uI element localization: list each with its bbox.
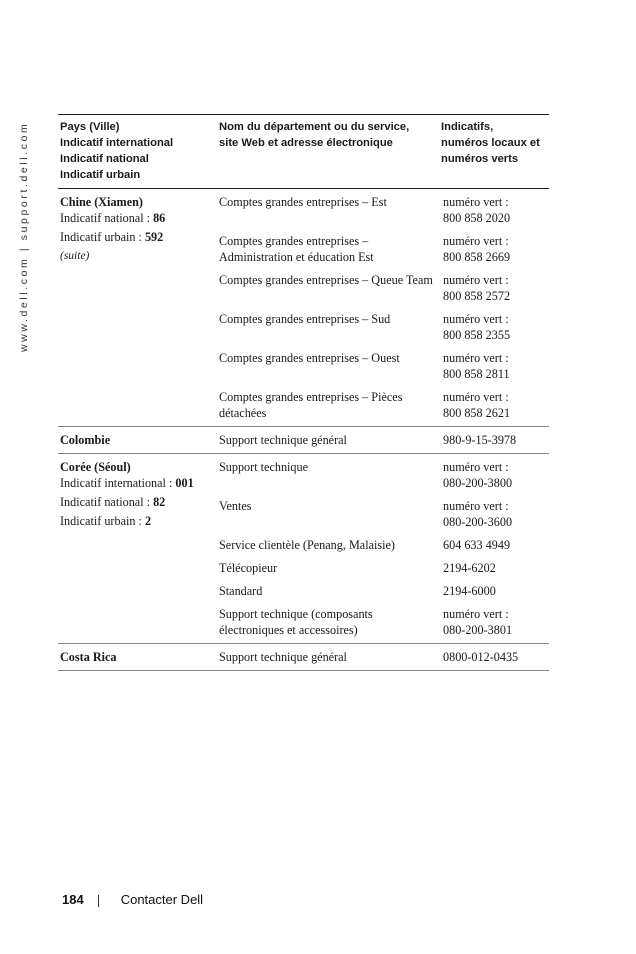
page-number: 184 — [62, 892, 84, 907]
phone-number: 2194-6202 — [443, 561, 496, 575]
table-header — [58, 115, 549, 189]
service-name: Télécopieur — [219, 561, 278, 575]
phone-number: 0800-012-0435 — [443, 650, 519, 664]
table-row — [58, 454, 549, 497]
continued-note: (suite) — [60, 250, 90, 262]
service-name: Comptes grandes entreprises – Est — [219, 195, 387, 209]
urban-code: Indicatif urbain : 2 — [60, 514, 152, 528]
service-name: Support technique général — [219, 650, 347, 664]
urban-code: Indicatif urbain : 592 — [60, 230, 164, 244]
table-row — [58, 427, 549, 454]
side-url: www.dell.com | support.dell.com — [18, 121, 30, 352]
service-name: Standard — [219, 584, 263, 598]
country-name: Corée (Séoul) — [60, 460, 131, 474]
header-department: Nom du département ou du service, site Web et adresse électronique — [217, 115, 439, 189]
phone-number: 604 633 4949 — [443, 538, 511, 552]
phone-number: 980-9-15-3978 — [443, 433, 517, 447]
header-country: Pays (Ville) Indicatif international Indicatif national Indicatif urbain — [58, 115, 217, 189]
phone-number: numéro vert : 080-200-3600 — [443, 499, 513, 529]
phone-number: numéro vert : 800 858 2572 — [443, 273, 511, 303]
country-name: Colombie — [60, 433, 111, 447]
phone-number: numéro vert : 800 858 2020 — [443, 195, 511, 225]
service-name: Service clientèle (Penang, Malaisie) — [219, 538, 395, 552]
country-name: Chine (Xiamen) — [60, 195, 143, 209]
page-footer — [62, 892, 203, 907]
phone-number: 2194-6000 — [443, 584, 496, 598]
national-code: Indicatif national : 86 — [60, 211, 166, 225]
phone-number: numéro vert : 080-200-3800 — [443, 460, 513, 490]
contacts-table — [58, 114, 549, 671]
service-name: Comptes grandes entreprises – Ouest — [219, 351, 400, 365]
service-name: Support technique général — [219, 433, 347, 447]
country-cell-korea — [58, 454, 217, 644]
phone-number: numéro vert : 800 858 2811 — [443, 351, 510, 381]
section-title: Contacter Dell — [120, 892, 204, 907]
national-code: Indicatif national : 82 — [60, 495, 166, 509]
service-name: Comptes grandes entreprises – Pièces détachées — [219, 390, 403, 420]
service-name: Comptes grandes entreprises – Queue Team — [219, 273, 433, 287]
country-cell-colombia — [58, 427, 217, 454]
phone-number: numéro vert : 080-200-3801 — [443, 607, 513, 637]
phone-number: numéro vert : 800 858 2669 — [443, 234, 511, 264]
service-name: Comptes grandes entreprises – Administration et éducation Est — [219, 234, 374, 264]
table-row — [58, 189, 549, 232]
table-row — [58, 644, 549, 671]
group-korea — [58, 454, 549, 644]
footer-divider — [98, 895, 99, 907]
phone-number: numéro vert : 800 858 2621 — [443, 390, 511, 420]
international-code: Indicatif international : 001 — [60, 476, 194, 490]
header-numbers: Indicatifs, numéros locaux et numéros verts — [439, 115, 549, 189]
service-name: Comptes grandes entreprises – Sud — [219, 312, 391, 326]
service-name: Support technique — [219, 460, 309, 474]
group-colombia — [58, 427, 549, 454]
group-china — [58, 189, 549, 427]
group-costa-rica — [58, 644, 549, 671]
country-name: Costa Rica — [60, 650, 117, 664]
service-name: Ventes — [219, 499, 252, 513]
country-cell-china — [58, 189, 217, 427]
service-name: Support technique (composants électroniques et accessoires) — [219, 607, 373, 637]
country-cell-costa-rica — [58, 644, 217, 671]
phone-number: numéro vert : 800 858 2355 — [443, 312, 511, 342]
